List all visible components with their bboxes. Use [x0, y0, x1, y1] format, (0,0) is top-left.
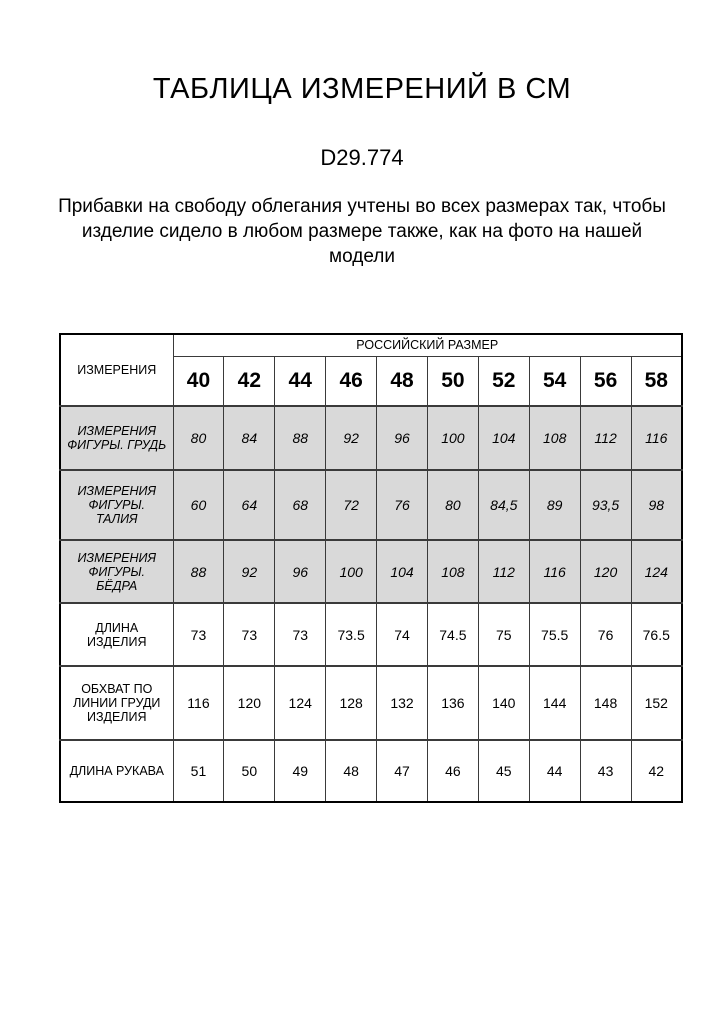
- measurement-cell: 73: [173, 603, 224, 666]
- measurement-cell: 88: [275, 406, 326, 470]
- measurement-cell: 92: [224, 540, 275, 603]
- measurement-cell: 68: [275, 470, 326, 540]
- size-table: [59, 333, 683, 803]
- measurement-cell: 124: [275, 666, 326, 740]
- measurement-cell: 124: [631, 540, 682, 603]
- measurement-cell: 120: [224, 666, 275, 740]
- size-header-54: 54: [529, 356, 580, 406]
- size-header-58: 58: [631, 356, 682, 406]
- row-label: ДЛИНА ИЗДЕЛИЯ: [60, 603, 173, 666]
- measurement-cell: 47: [377, 740, 428, 802]
- size-header-40: 40: [173, 356, 224, 406]
- table-row: [60, 470, 682, 540]
- measurement-cell: 120: [580, 540, 631, 603]
- row-label: ИЗМЕРЕНИЯ ФИГУРЫ. ТАЛИЯ: [60, 470, 173, 540]
- measurement-cell: 116: [529, 540, 580, 603]
- measurement-cell: 112: [580, 406, 631, 470]
- measurement-cell: 51: [173, 740, 224, 802]
- row-label: ИЗМЕРЕНИЯ ФИГУРЫ. БЁДРА: [60, 540, 173, 603]
- measurement-cell: 72: [326, 470, 377, 540]
- measurement-cell: 80: [427, 470, 478, 540]
- measurement-cell: 42: [631, 740, 682, 802]
- measurement-cell: 140: [478, 666, 529, 740]
- size-header-42: 42: [224, 356, 275, 406]
- table-row: [60, 740, 682, 802]
- measurement-cell: 96: [275, 540, 326, 603]
- measurement-cell: 60: [173, 470, 224, 540]
- measurement-cell: 49: [275, 740, 326, 802]
- measurement-cell: 73: [224, 603, 275, 666]
- page-title: ТАБЛИЦА ИЗМЕРЕНИЙ В СМ: [152, 73, 572, 105]
- size-header-52: 52: [478, 356, 529, 406]
- table-row: [60, 603, 682, 666]
- measurement-cell: 144: [529, 666, 580, 740]
- row-label: ОБХВАТ ПО ЛИНИИ ГРУДИ ИЗДЕЛИЯ: [60, 666, 173, 740]
- measurement-cell: 50: [224, 740, 275, 802]
- measurement-cell: 116: [631, 406, 682, 470]
- measurement-cell: 104: [478, 406, 529, 470]
- russian-size-header-cell: РОССИЙСКИЙ РАЗМЕР: [173, 334, 682, 356]
- measurement-cell: 75: [478, 603, 529, 666]
- measurement-cell: 92: [326, 406, 377, 470]
- fit-note: Прибавки на свободу облегания учтены во всех размерах так, чтобы изделие сидело в любом размере также, как на фото на нашей модели: [58, 196, 666, 268]
- table-row: [60, 666, 682, 740]
- measurement-cell: 64: [224, 470, 275, 540]
- measurement-cell: 98: [631, 470, 682, 540]
- measurement-cell: 104: [377, 540, 428, 603]
- measurement-cell: 73: [275, 603, 326, 666]
- measurement-cell: 74: [377, 603, 428, 666]
- measurement-cell: 100: [427, 406, 478, 470]
- size-header-50: 50: [427, 356, 478, 406]
- measurement-cell: 84: [224, 406, 275, 470]
- measurement-cell: 132: [377, 666, 428, 740]
- table-row: [60, 406, 682, 470]
- row-label: ИЗМЕРЕНИЯ ФИГУРЫ. ГРУДЬ: [60, 406, 173, 470]
- size-header-44: 44: [275, 356, 326, 406]
- measurement-cell: 45: [478, 740, 529, 802]
- measurement-cell: 73.5: [326, 603, 377, 666]
- measurement-cell: 43: [580, 740, 631, 802]
- measurement-cell: 88: [173, 540, 224, 603]
- measurement-cell: 76: [377, 470, 428, 540]
- measurement-cell: 148: [580, 666, 631, 740]
- measurement-cell: 112: [478, 540, 529, 603]
- measurement-cell: 108: [427, 540, 478, 603]
- measurement-cell: 44: [529, 740, 580, 802]
- measurement-cell: 84,5: [478, 470, 529, 540]
- measurement-cell: 76: [580, 603, 631, 666]
- measurement-cell: 116: [173, 666, 224, 740]
- row-label: ДЛИНА РУКАВА: [60, 740, 173, 802]
- size-header-48: 48: [377, 356, 428, 406]
- size-header-56: 56: [580, 356, 631, 406]
- product-code: D29.774: [320, 144, 404, 170]
- table-row: [60, 540, 682, 603]
- measurement-cell: 93,5: [580, 470, 631, 540]
- measurement-cell: 100: [326, 540, 377, 603]
- measurement-cell: 152: [631, 666, 682, 740]
- measurement-cell: 75.5: [529, 603, 580, 666]
- measurement-cell: 108: [529, 406, 580, 470]
- measurement-cell: 89: [529, 470, 580, 540]
- size-header-46: 46: [326, 356, 377, 406]
- table-row: [60, 334, 682, 356]
- measurements-header-cell: ИЗМЕРЕНИЯ: [60, 334, 173, 406]
- measurement-cell: 136: [427, 666, 478, 740]
- measurement-cell: 48: [326, 740, 377, 802]
- measurement-cell: 96: [377, 406, 428, 470]
- measurement-cell: 80: [173, 406, 224, 470]
- measurement-cell: 74.5: [427, 603, 478, 666]
- measurement-cell: 128: [326, 666, 377, 740]
- measurement-cell: 76.5: [631, 603, 682, 666]
- measurement-cell: 46: [427, 740, 478, 802]
